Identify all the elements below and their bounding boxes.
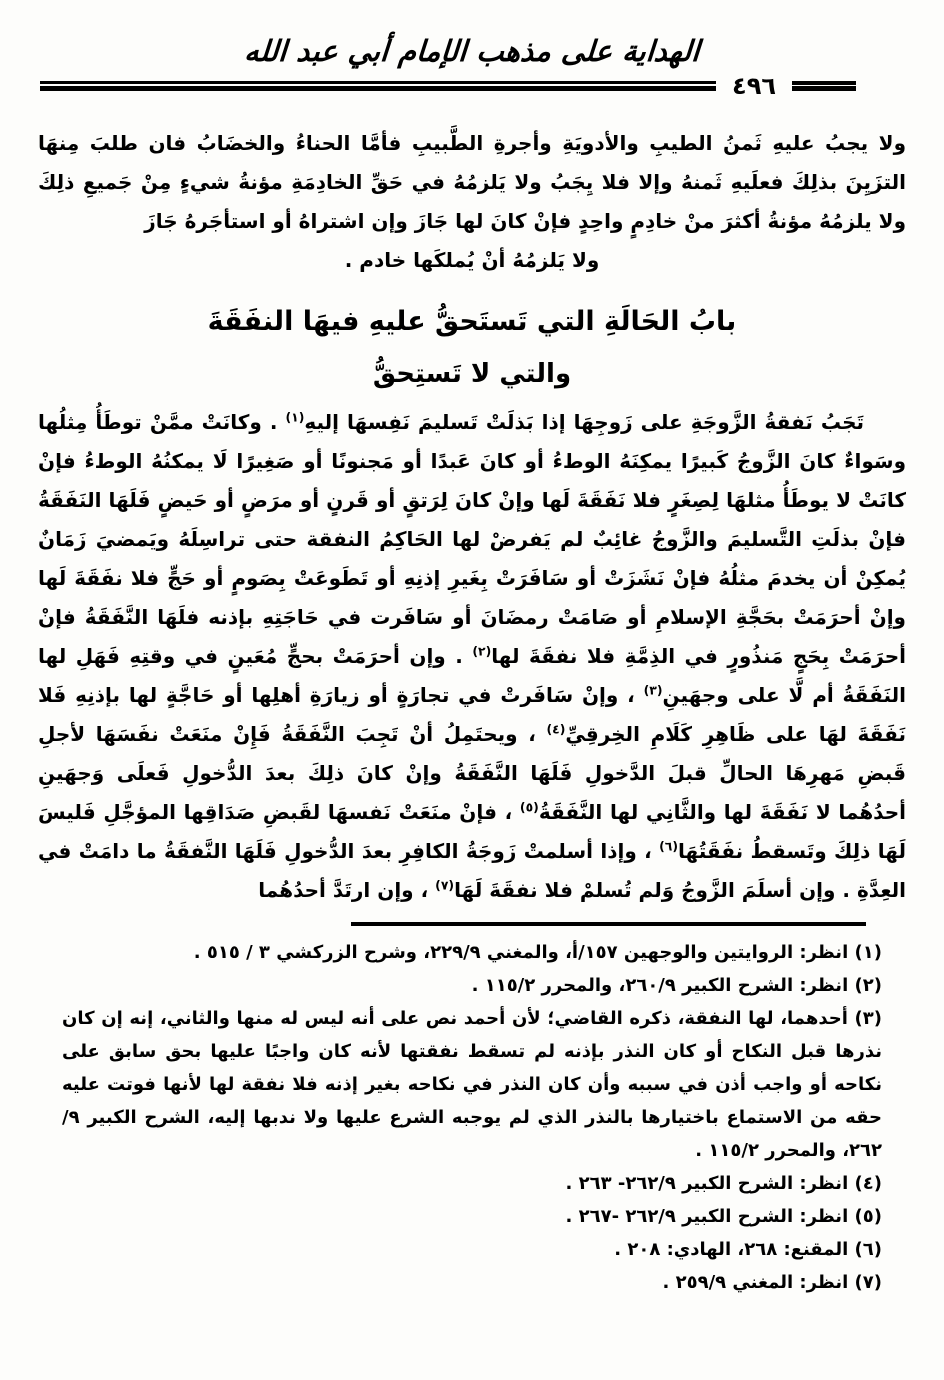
footnote-7-text: انظر: المغني ٢٥٩/٩ . [662,1272,849,1293]
footnote-5 [62,1200,882,1233]
footnote-4 [62,1167,882,1200]
chapter-heading-line-1: بابُ الحَالَةِ التي تَستَحقُّ عليهِ فيهَا النفَقَةَ [207,306,737,337]
matn-paragraph-1-last-line: ولا يَلزمُهُ أنْ يُملكَها خادم . [344,248,600,272]
book-title: الهداية على مذهب الإمام أبي عبد الله [243,34,701,68]
footnote-1 [62,936,882,969]
chapter-heading-line-2: والتي لا تَستِحقُّ [372,359,572,389]
page-header [0,0,944,98]
header-rule-long [40,81,716,91]
footnote-2 [62,969,882,1002]
matn-paragraph-1: ولا يجبُ عليهِ ثَمنُ الطيبِ والأدويَةِ وأجرةِ الطَّبيبِ فأمَّا الحناءُ والخضَابُ فان طلبَ مِنهَا التزَيِنَ بذلِكَ فعلَيهِ ثَمنهُ وإلا فلا يِجَبُ ولا يَلزمُهُ في حَقِّ الخادِمَةِ مؤنةُ شيءٍ مِنْ جَميعِ ذلِكَ ولا يلزمُهُ مؤنةُ أكثرَ منْ خادِمٍ واحِدٍ فإنْ كانَ لها جَازَ وإن اشتراهُ أو استأجَرهُ جَازَ [38,131,906,233]
footnote-6-number: (٦) [854,1239,882,1260]
footnote-4-number: (٤) [854,1173,882,1194]
footnote-3-number: (٣) [854,1008,882,1029]
footnote-separator-rule [351,922,866,926]
footnotes-section [62,936,882,1299]
footnote-4-text: انظر: الشرح الكبير ٢٦٢/٩- ٢٦٣ . [565,1173,849,1194]
footnote-7-number: (٧) [854,1272,882,1293]
footnote-5-text: انظر: الشرح الكبير ٢٦٢/٩ -٢٦٧ . [565,1206,849,1227]
matn-paragraph-2: تَجَبُ نَفقةُ الزَّوجَةِ على زَوجِهَا إذا بَذلَتْ تَسليمَ نَفِسهَا إليهِ$^{(١)}$ . وكانَتْ ممَّنْ توطَأُ مِثلُها وسَواءٌ كانَ الزَّوجُ كَبيرًا يمكِنَهُ الوطءُ أو كانَ عَبدًا أو مَجنونًا أو صَغِيرًا لَا يمكنُهُ الوطءُ فإنْ كانَتْ لا يوطَأُ مثلهَا لِصِغَرٍ فلا نَفَقَةَ لَها وإنْ كانَ لِرَتقٍ أو قَرنٍ أو مرَضٍ أو حَيضٍ فَلَهَا النَفَقَةُ فإنْ بذلَتِ التَّسليمَ والزَّوجُ غائِبٌ لم يَفرضْ لها الحَاكِمُ النفقة حتى تراسِلَهُ ويَمضيَ زَمَانٌ يُمكِنْ أن يخدمَ مثلُهُ فإنْ نَشَزَتْ أو سَافَرَتْ بِغَيرِ إذنِهِ أو تَطَوعَتْ بِصَومٍ أو حَجٍّ فلا نفَقَةَ لَها وإنْ أحرَمَتْ بحَجَّةِ الإسلامِ أو صَامَتْ رمضَانَ أو سَافَرت في حَاجَتِهِ بإذنه فلَهَا النَّفَقَةُ فإنْ أحرَمَتْ بِحَجٍ مَنذُورٍ في الذِمَّةِ فلا نفقَةَ لها$^{(٢)}$ . وإن أحرَمَتْ بحجٍّ مُعَينٍ في وقتِهِ فَهَلِ لها النَفَقَةُ أم لَّا على وجهَينِ$^{(٣)}$ ، وإنْ سَافَرتْ في تجارَةٍ أو زيارَةِ أهلِها أو حَاجَّةٍ لها بإذنِهِ فَلا نَفَقَةَ لهَا على ظَاهِرِ كَلَامِ الخِرقِيِّ$^{(٤)}$ ، ويحتَمِلُ أنْ تَجِبَ النَّفَقَةُ فَإِنْ منَعَتْ نفَسَهَا لأجلِ قَبضِ مَهرِهَا الحالِّ قبلَ الدَّخولِ فَلَهَا النَّفَقَةُ وإنْ كانَ ذلِكَ بعدَ الدُّخولِ فَعلَى وَجهَينِ أحدُهُما لا نَفَقَةَ لها والثَّانِي لها النَّفَقَةُ$^{(٥)}$ ، فإنْ منَعَتْ نَفسهَا لقَبضِ صَدَاقِها المؤجَّلِ فَليسَ لَهَا ذلِكَ وتَسقطُ نفَقَتُهَا$^{(٦)}$ ، وإذا أسلمتْ زَوجَةُ الكافِرِ بعدَ الدُّخولِ فَلَهَا النَّفقَةُ ما دامَتْ في العِدَّةِ . وإن أسلَمَ الزَّوجُ وَلم تُسلمْ فلا نفقَةَ لَهَا$^{(٧)}$ ، وإن ارتَدَّ أحدُهُما [38,409,907,902]
page-number: ٤٩٦ [732,72,776,100]
footnote-1-number: (١) [854,942,882,963]
footnote-2-text: انظر: الشرح الكبير ٢٦٠/٩، والمحرر ١١٥/٢ . [471,975,849,996]
footnote-7 [62,1266,882,1299]
footnote-2-number: (٢) [854,975,882,996]
footnote-1-text: انظر: الروايتين والوجهين ١٥٧/أ، والمغني ٢٢٩/٩، وشرح الزركشي ٣ / ٥١٥ . [193,942,849,963]
footnote-3 [62,1002,882,1167]
footnote-6-text: المقنع: ٢٦٨، الهادي: ٢٠٨ . [614,1239,849,1260]
header-rule-row [40,74,856,98]
footnote-5-number: (٥) [854,1206,882,1227]
footnote-3-text: أحدهما، لها النفقة، ذكره القاضي؛ لأن أحمد نص على أنه ليس له منها والثاني، إنه إن كان نذرها قبل النكاح أو كان النذر بإذنه لم تسقط نفقتها لأنه كان واجبًا عليها بحق سابق على نكاحه أو واجب أذن في سببه وأن كان النذر في نكاحه بغير إذنه فلا نفقة لها لأنها فوتت عليه حقه من الاستماع باختيارها بالنذر الذي لم يوجبه الشرع عليها ولا ندبها إليه، الشرح الكبير ٩/ ٢٦٢، والمحرر ١١٥/٢ . [62,1008,882,1161]
page-body [38,124,906,910]
header-rule-short [792,81,856,91]
footnote-6 [62,1233,882,1266]
